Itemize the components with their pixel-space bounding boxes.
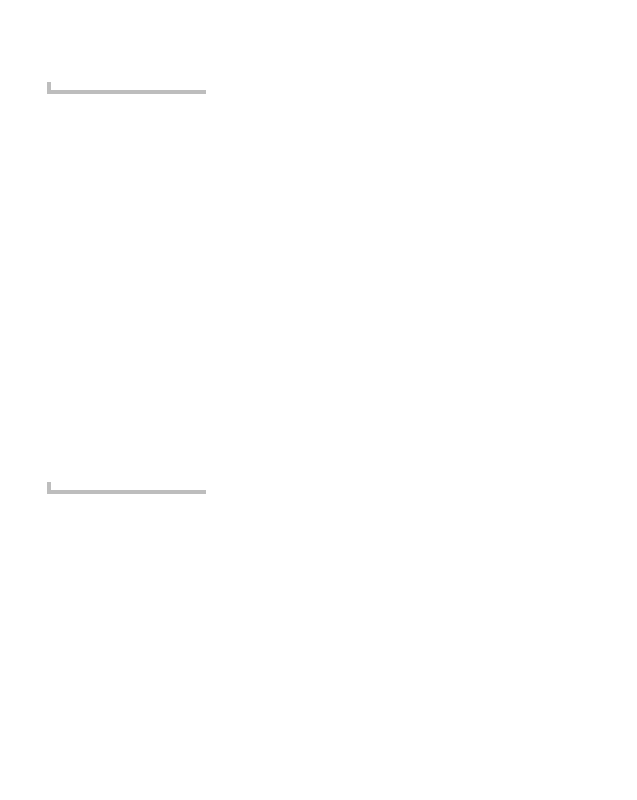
running-head: [19, 31, 27, 49]
sidenote-eiffel: [47, 82, 206, 94]
sidenote-schneider-cup: [47, 482, 206, 494]
